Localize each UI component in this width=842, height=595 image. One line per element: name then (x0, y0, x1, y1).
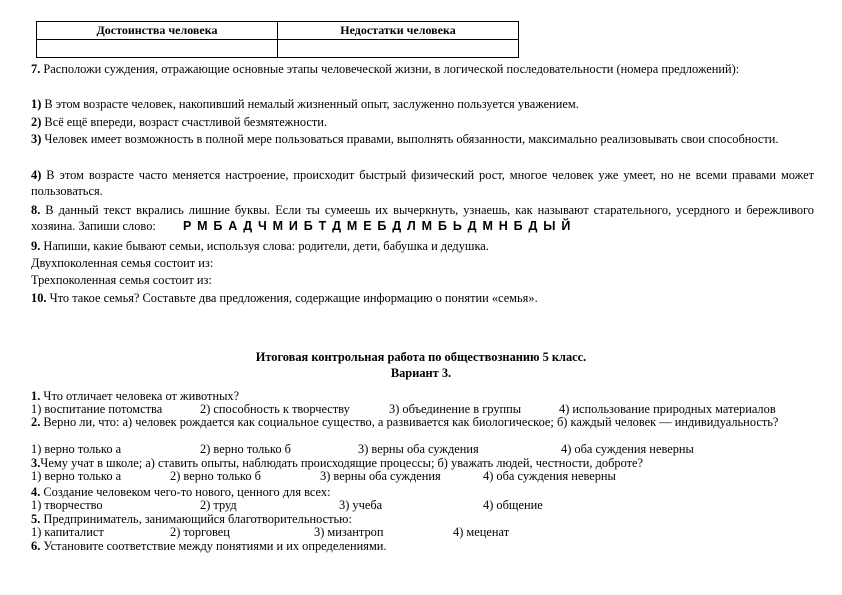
test-question-2 (31, 416, 814, 430)
question-8-text: В данный текст вкрались лишние буквы. Если ты сумеешь их вычеркнуть, узнаешь, как называют старательного, усердного и бережливого хозяина. Запиши слово: (31, 203, 814, 234)
q7-item-2-text: Всё ещё впереди, возраст счастливой безмятежности. (41, 115, 328, 129)
q7-item-4 (31, 167, 814, 200)
test-question-2-number: 2. (31, 415, 41, 429)
test-question-6-text: Установите соответствие между понятиями и их определениями. (40, 539, 387, 553)
q1-option-1[interactable]: 1) воспитание потомства (31, 402, 163, 416)
test-question-1-number: 1. (31, 389, 41, 403)
q7-item-2-number: 2) (31, 115, 42, 129)
q2-option-4[interactable]: 4) оба суждения неверны (561, 442, 694, 456)
question-9-text: Напиши, какие бывают семьи, используя слова: родители, дети, бабушка и дедушка. (40, 239, 489, 253)
q4-option-2[interactable]: 2) труд (200, 498, 237, 512)
q2-option-2[interactable]: 2) верно только б (200, 442, 291, 456)
table-cell-flaws-blank[interactable] (278, 40, 519, 58)
q3-option-2[interactable]: 2) верно только б (170, 469, 261, 483)
test-question-3-text: Чему учат в школе; а) ставить опыты, наблюдать происходящие процессы; б) уважать людей, честности, доброте? (40, 456, 644, 470)
q5-option-2[interactable]: 2) торговец (170, 525, 230, 539)
test-question-6 (31, 540, 814, 554)
question-10-number: 10. (31, 291, 47, 305)
test-question-4-number: 4. (31, 485, 41, 499)
q3-option-1[interactable]: 1) верно только а (31, 469, 122, 483)
question-7-number: 7. (31, 62, 41, 76)
q2-option-3[interactable]: 3) верны оба суждения (358, 442, 479, 456)
test-question-4 (31, 486, 814, 500)
q7-item-3-text: Человек имеет возможность в полной мере пользоваться правами, выполнять обязанности, максимально реализовывать свои способности. (41, 132, 779, 146)
two-generation-family-line: Двухпоколенная семья состоит из: (31, 256, 214, 270)
q7-item-4-number: 4) (31, 168, 42, 182)
question-8 (31, 202, 814, 235)
table-header-virtues: Достоинства человека (37, 22, 278, 40)
three-generation-family-line: Трехпоколенная семья состоит из: (31, 273, 212, 287)
q5-option-4[interactable]: 4) меценат (453, 525, 510, 539)
test-question-3-number: 3. (31, 456, 41, 470)
test-title: Итоговая контрольная работа по обществознанию 5 класс. (255, 350, 587, 364)
question-8-letters: Р М Б А Д Ч М И Б Т Д М Е Б Д Л М Б Ь Д М Н Б Д Ы Й (182, 219, 572, 234)
question-10 (31, 291, 538, 305)
q5-option-3[interactable]: 3) мизантроп (314, 525, 384, 539)
test-question-6-number: 6. (31, 539, 41, 553)
q7-item-1-number: 1) (31, 97, 42, 111)
q7-item-1 (31, 96, 814, 112)
q4-option-4[interactable]: 4) общение (483, 498, 543, 512)
table-header-flaws: Недостатки человека (278, 22, 519, 40)
test-question-1-text: Что отличает человека от животных? (40, 389, 240, 403)
question-8-number: 8. (31, 203, 41, 217)
q7-item-3-number: 3) (31, 132, 42, 146)
test-question-5-text: Предприниматель, занимающийся благотворительностью: (40, 512, 352, 526)
question-9 (31, 239, 489, 253)
q7-item-2 (31, 114, 814, 130)
question-7-text: Расположи суждения, отражающие основные этапы человеческой жизни, в логической последовательности (номера предложений): (40, 62, 740, 76)
q3-option-4[interactable]: 4) оба суждения неверны (483, 469, 616, 483)
question-7 (31, 61, 814, 77)
question-10-text: Что такое семья? Составьте два предложения, содержащие информацию о понятии «семья». (46, 291, 538, 305)
question-9-number: 9. (31, 239, 41, 253)
q5-option-1[interactable]: 1) капиталист (31, 525, 104, 539)
q1-option-3[interactable]: 3) объединение в группы (389, 402, 522, 416)
test-question-5-number: 5. (31, 512, 41, 526)
q7-item-3 (31, 131, 814, 147)
q3-option-3[interactable]: 3) верны оба суждения (320, 469, 441, 483)
q1-option-2[interactable]: 2) способность к творчеству (200, 402, 350, 416)
q4-option-3[interactable]: 3) учеба (339, 498, 383, 512)
q2-option-1[interactable]: 1) верно только а (31, 442, 122, 456)
q7-item-4-text: В этом возрасте часто меняется настроение, происходит быстрый физический рост, многое человек уже умеет, но не всеми правами может пользоваться. (31, 168, 814, 199)
test-variant: Вариант 3. (390, 366, 452, 380)
test-question-5 (31, 513, 814, 527)
test-question-4-text: Создание человеком чего-то нового, ценного для всех: (40, 485, 331, 499)
qualities-table (36, 21, 519, 58)
q4-option-1[interactable]: 1) творчество (31, 498, 103, 512)
q7-item-1-text: В этом возрасте человек, накопивший немалый жизненный опыт, заслуженно пользуется уважением. (41, 97, 579, 111)
test-question-2-text: Верно ли, что: а) человек рождается как социальное существо, а развивается как биологическое; б) каждый человек — индивидуальность? (40, 415, 779, 429)
table-cell-virtues-blank[interactable] (37, 40, 278, 58)
q1-option-4[interactable]: 4) использование природных материалов (559, 402, 776, 416)
